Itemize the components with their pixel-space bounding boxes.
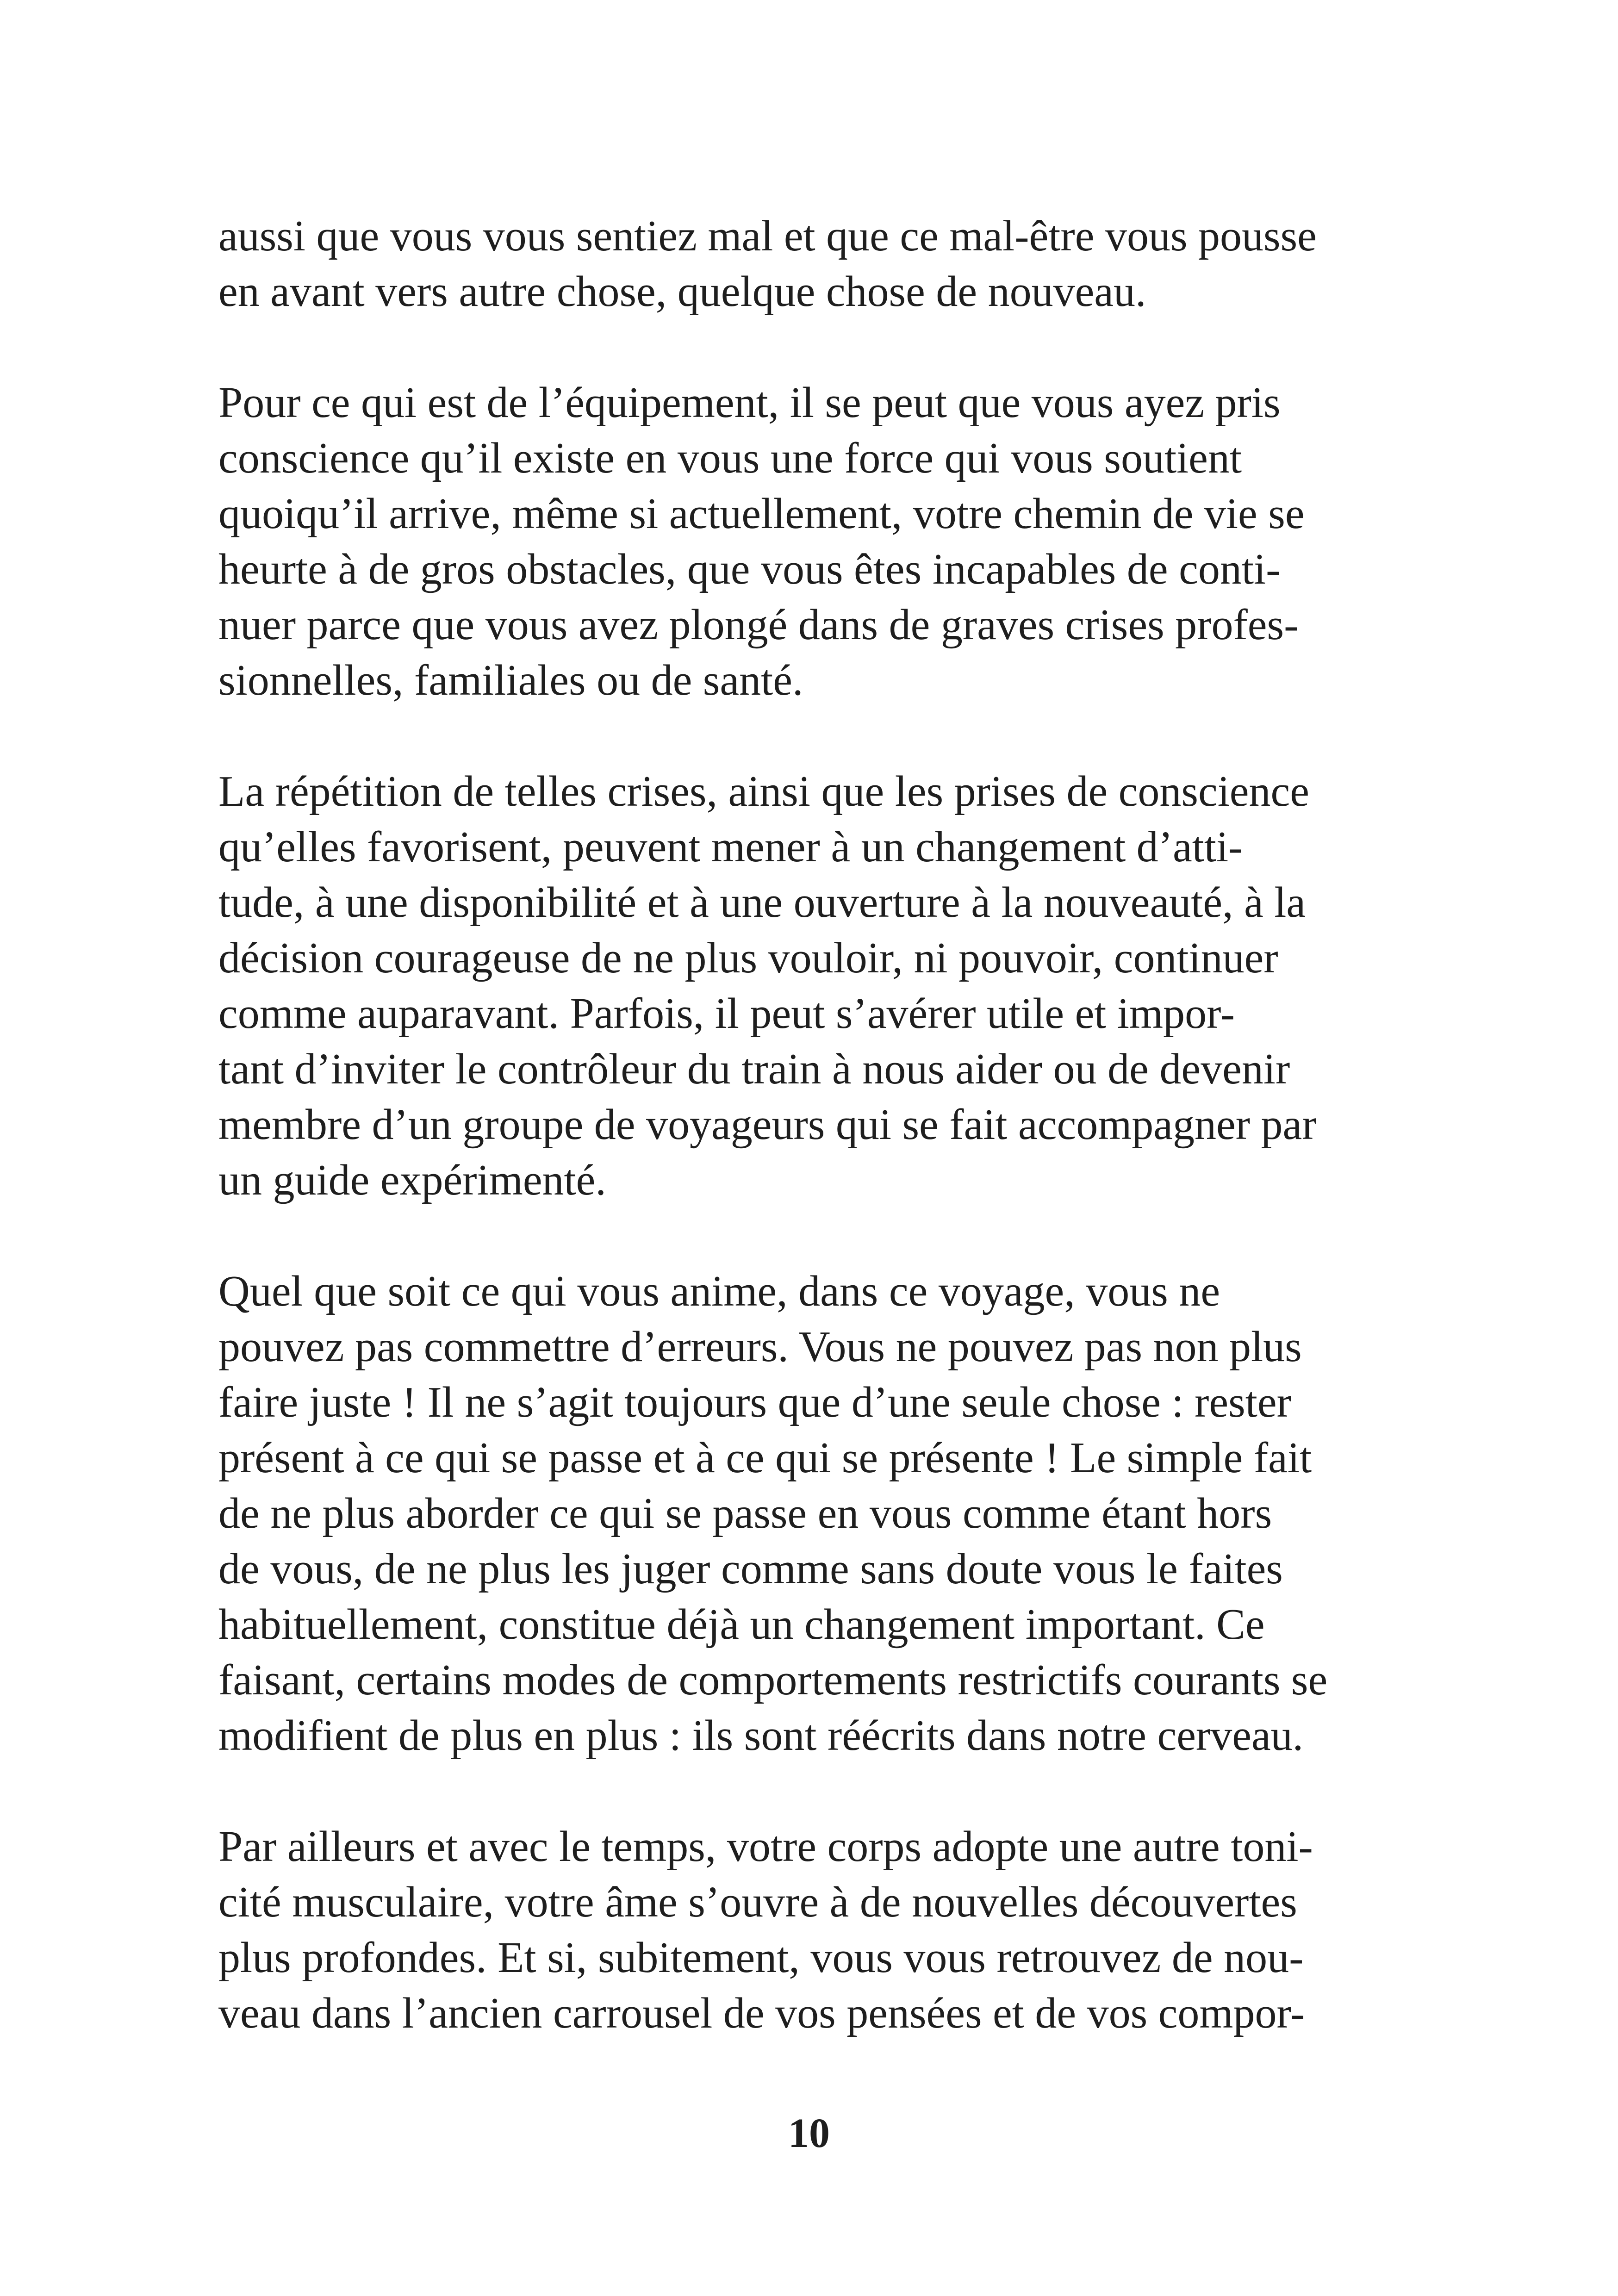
paragraph-2	[218, 375, 1431, 708]
text-line: de vous, de ne plus les juger comme sans doute vous le faites	[218, 1545, 1283, 1593]
text-line: Par ailleurs et avec le temps, votre corps adopte une autre toni-	[218, 1823, 1313, 1871]
text-line: sionnelles, familiales ou de santé.	[218, 656, 803, 704]
text-line: de ne plus aborder ce qui se passe en vous comme étant hors	[218, 1489, 1272, 1537]
text-line: quoiqu’il arrive, même si actuellement, votre chemin de vie se	[218, 490, 1305, 538]
text-line: décision courageuse de ne plus vouloir, ni pouvoir, continuer	[218, 934, 1278, 982]
text-line: un guide expérimenté.	[218, 1156, 606, 1204]
text-line: Quel que soit ce qui vous anime, dans ce voyage, vous ne	[218, 1267, 1220, 1315]
text-line: plus profondes. Et si, subitement, vous vous retrouvez de nou-	[218, 1934, 1304, 1982]
paragraph-1	[218, 208, 1431, 319]
text-line: veau dans l’ancien carrousel de vos pensées et de vos compor-	[218, 1989, 1305, 2037]
text-line: faire juste ! Il ne s’agit toujours que d’une seule chose : rester	[218, 1378, 1291, 1426]
text-line: faisant, certains modes de comportements restrictifs courants se	[218, 1656, 1328, 1704]
text-line: pouvez pas commettre d’erreurs. Vous ne pouvez pas non plus	[218, 1323, 1302, 1371]
text-line: conscience qu’il existe en vous une force qui vous soutient	[218, 434, 1242, 482]
text-line: Pour ce qui est de l’équipement, il se peut que vous ayez pris	[218, 379, 1281, 427]
text-line: tant d’inviter le contrôleur du train à nous aider ou de devenir	[218, 1045, 1290, 1093]
text-line: La répétition de telles crises, ainsi que les prises de conscience	[218, 767, 1309, 815]
text-line: tude, à une disponibilité et à une ouverture à la nouveauté, à la	[218, 878, 1306, 927]
paragraph-3	[218, 764, 1431, 1208]
text-line: en avant vers autre chose, quelque chose de nouveau.	[218, 268, 1146, 316]
text-line: heurte à de gros obstacles, que vous êtes incapables de conti-	[218, 545, 1281, 593]
body-text	[218, 208, 1431, 2041]
text-line: habituellement, constitue déjà un changement important. Ce	[218, 1600, 1265, 1649]
text-line: nuer parce que vous avez plongé dans de graves crises profes-	[218, 601, 1299, 649]
text-line: présent à ce qui se passe et à ce qui se présente ! Le simple fait	[218, 1434, 1312, 1482]
paragraph-5	[218, 1819, 1431, 2041]
text-line: comme auparavant. Parfois, il peut s’avérer utile et impor-	[218, 989, 1235, 1038]
page-number: 10	[788, 2110, 830, 2156]
text-line: aussi que vous vous sentiez mal et que ce mal-être vous pousse	[218, 212, 1317, 260]
text-line: qu’elles favorisent, peuvent mener à un changement d’atti-	[218, 823, 1243, 871]
text-line: modifient de plus en plus : ils sont réécrits dans notre cerveau.	[218, 1711, 1304, 1760]
text-line: cité musculaire, votre âme s’ouvre à de nouvelles découvertes	[218, 1878, 1297, 1926]
text-line: membre d’un groupe de voyageurs qui se fait accompagner par	[218, 1101, 1317, 1149]
paragraph-4	[218, 1263, 1431, 1763]
